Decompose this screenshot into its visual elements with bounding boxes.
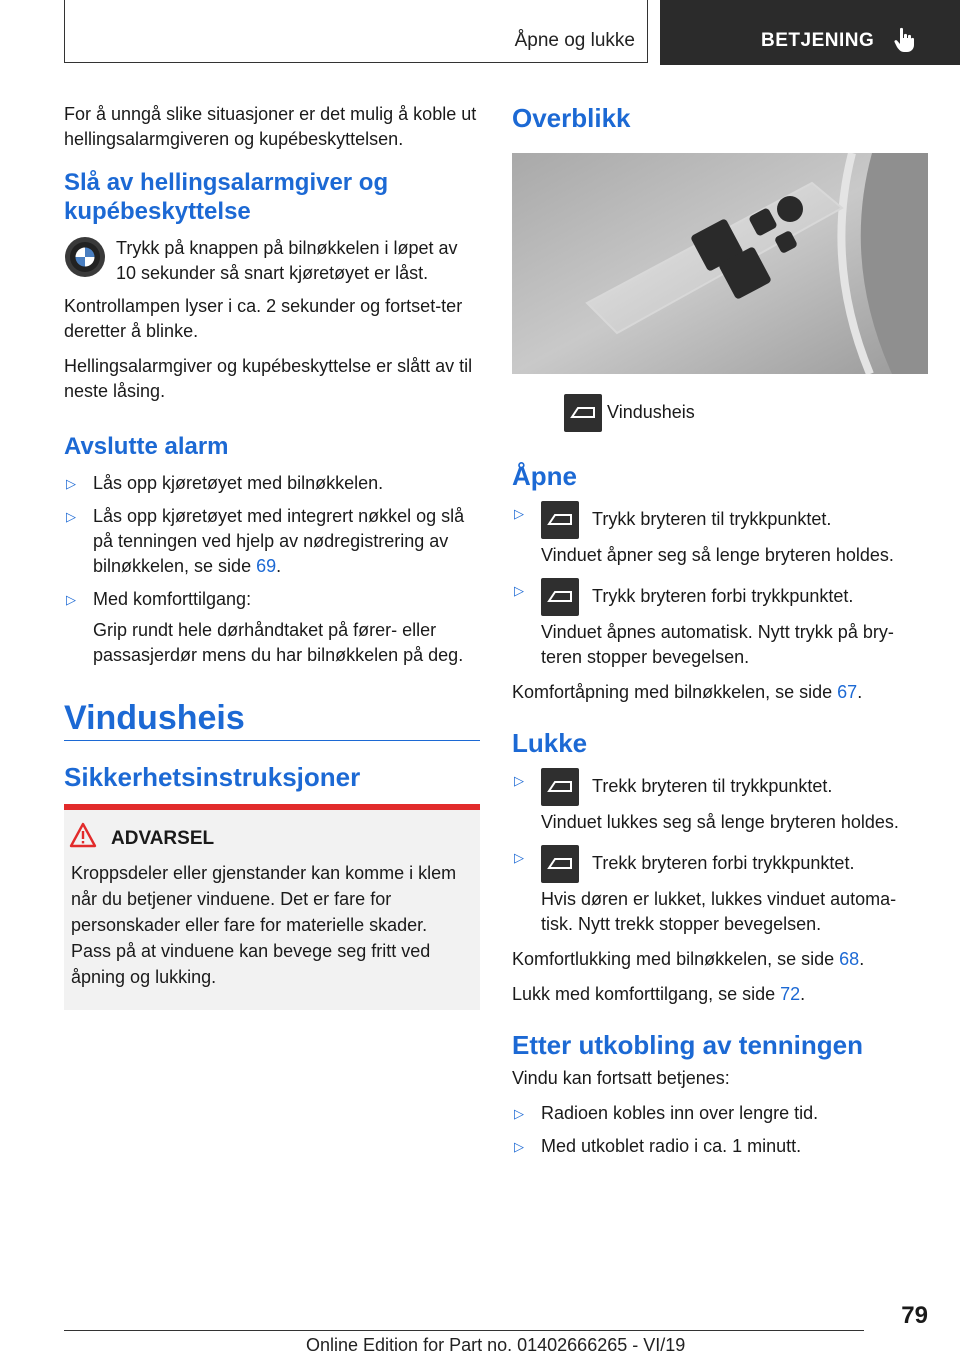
list-item-sub: Grip rundt hele dørhåndtaket på fører- eller passasjerdør mens du har bilnøkkelen på deg. xyxy=(93,620,464,665)
comfort-open-text: Komfortåpning med bilnøkkelen, se side 67. xyxy=(512,682,863,702)
icon-legend-label: Vindusheis xyxy=(607,401,695,422)
window-switch-icon xyxy=(541,501,579,539)
heading-close: Lukke xyxy=(512,728,588,758)
list-item: ▷ Lås opp kjøretøyet med bilnøkkelen. xyxy=(64,471,480,496)
key-instruction xyxy=(64,236,480,286)
warning-box xyxy=(64,804,480,1010)
list-item-sub: Hvis døren er lukket, lukkes vinduet automa-tisk. Nytt trekk stopper bevegelsen. xyxy=(541,889,897,934)
bmw-key-icon xyxy=(64,236,106,278)
list-item: ▷ Trekk bryteren til trykkpunktet. xyxy=(512,768,928,806)
list-item: ▷ Med utkoblet radio i ca. 1 minutt. xyxy=(512,1134,928,1159)
window-switch-icon xyxy=(564,394,602,432)
after-intro: Vindu kan fortsatt betjenes: xyxy=(512,1068,730,1088)
list-item: ▷ Lås opp kjøretøyet med integrert nøkkel og slå på tenningen ved hjelp av nødregistrering av bilnøkkelen, se side 69. xyxy=(66,506,465,576)
triangle-bullet-icon: ▷ xyxy=(514,850,524,865)
comfort-close-text: Komfortlukking med bilnøkkelen, se side 68. xyxy=(512,949,865,969)
window-switch-icon xyxy=(541,845,579,883)
heading-overview: Overblikk xyxy=(512,103,631,133)
lamp-text: Kontrollampen lyser i ca. 2 sekunder og fortset-ter deretter å blinke. xyxy=(64,296,463,341)
key-instruction-text: Trykk på knappen på bilnøkkelen i løpet av 10 sekunder så snart kjøretøyet er låst. xyxy=(116,238,458,283)
footer-edition: Online Edition for Part no. 01402666265 - VI/19 xyxy=(306,1335,686,1355)
intro-text: For å unngå slike situasjoner er det mulig å koble ut hellingsalarmgiveren og kupébeskyttelsen. xyxy=(64,104,477,149)
triangle-bullet-icon: ▷ xyxy=(514,1106,524,1121)
page-link[interactable]: 69 xyxy=(256,556,277,576)
off-text: Hellingsalarmgiver og kupébeskyttelse er slått av til neste låsing. xyxy=(64,356,473,401)
heading-end-alarm: Avslutte alarm xyxy=(64,433,229,460)
list-item: ▷ Med komforttilgang: Grip rundt hele dørhåndtaket på fører- eller passasjerdør mens du har bilnøkkelen på deg. xyxy=(64,587,480,668)
chapter-title: Åpne og lukke xyxy=(514,30,635,51)
triangle-bullet-icon: ▷ xyxy=(66,509,76,524)
heading-after-ignition: Etter utkobling av tenningen xyxy=(512,1030,864,1060)
list-item-sub: Vinduet åpner seg så lenge bryteren holdes. xyxy=(541,545,894,565)
page-link[interactable]: 67 xyxy=(837,682,858,702)
heading-vindusheis: Vindusheis xyxy=(64,698,480,741)
hand-pointer-icon xyxy=(894,27,916,53)
list-item: ▷ Trykk bryteren til trykkpunktet. xyxy=(512,501,928,539)
left-column xyxy=(64,102,480,1010)
list-item-sub: Vinduet åpnes automatisk. Nytt trykk på bry-teren stopper bevegelsen. xyxy=(541,622,894,667)
triangle-bullet-icon: ▷ xyxy=(66,592,76,607)
list-item: ▷ Trykk bryteren forbi trykkpunktet. xyxy=(512,578,928,616)
warning-triangle-icon xyxy=(69,822,97,848)
door-switch-photo xyxy=(512,153,928,374)
window-switch-icon xyxy=(541,578,579,616)
list-item-sub: Vinduet lukkes seg så lenge bryteren holdes. xyxy=(541,812,899,832)
page-number: 79 xyxy=(901,1302,928,1329)
comfort-access-text: Lukk med komforttilgang, se side 72. xyxy=(512,984,806,1004)
triangle-bullet-icon: ▷ xyxy=(514,773,524,788)
page-link[interactable]: 72 xyxy=(780,984,801,1004)
heading-safety: Sikkerhetsinstruksjoner xyxy=(64,762,361,792)
list-item: ▷ Radioen kobles inn over lengre tid. xyxy=(512,1101,928,1126)
heading-disable-alarm: Slå av hellingsalarmgiver og kupébeskyttelse xyxy=(64,169,389,225)
list-item: ▷ Trekk bryteren forbi trykkpunktet. xyxy=(512,845,928,883)
triangle-bullet-icon: ▷ xyxy=(514,506,524,521)
header-section-box xyxy=(660,0,960,65)
icon-legend xyxy=(512,394,928,434)
triangle-bullet-icon: ▷ xyxy=(514,583,524,598)
triangle-bullet-icon: ▷ xyxy=(66,476,76,491)
heading-open: Åpne xyxy=(512,461,577,491)
right-column xyxy=(512,100,928,1167)
section-title: BETJENING xyxy=(761,30,875,51)
footer-rule xyxy=(64,1330,864,1331)
header-left-box xyxy=(64,0,648,63)
page-link[interactable]: 68 xyxy=(839,949,860,969)
triangle-bullet-icon: ▷ xyxy=(514,1139,524,1154)
warning-heading: ADVARSEL xyxy=(111,828,472,850)
window-switch-icon xyxy=(541,768,579,806)
warning-text: Kroppsdeler eller gjenstander kan komme i klem når du betjener vinduene. Det er fare for personskader eller fare for materielle skader. Pass på at vinduene kan bevege seg fritt ved åpning og lukking. xyxy=(71,863,457,987)
